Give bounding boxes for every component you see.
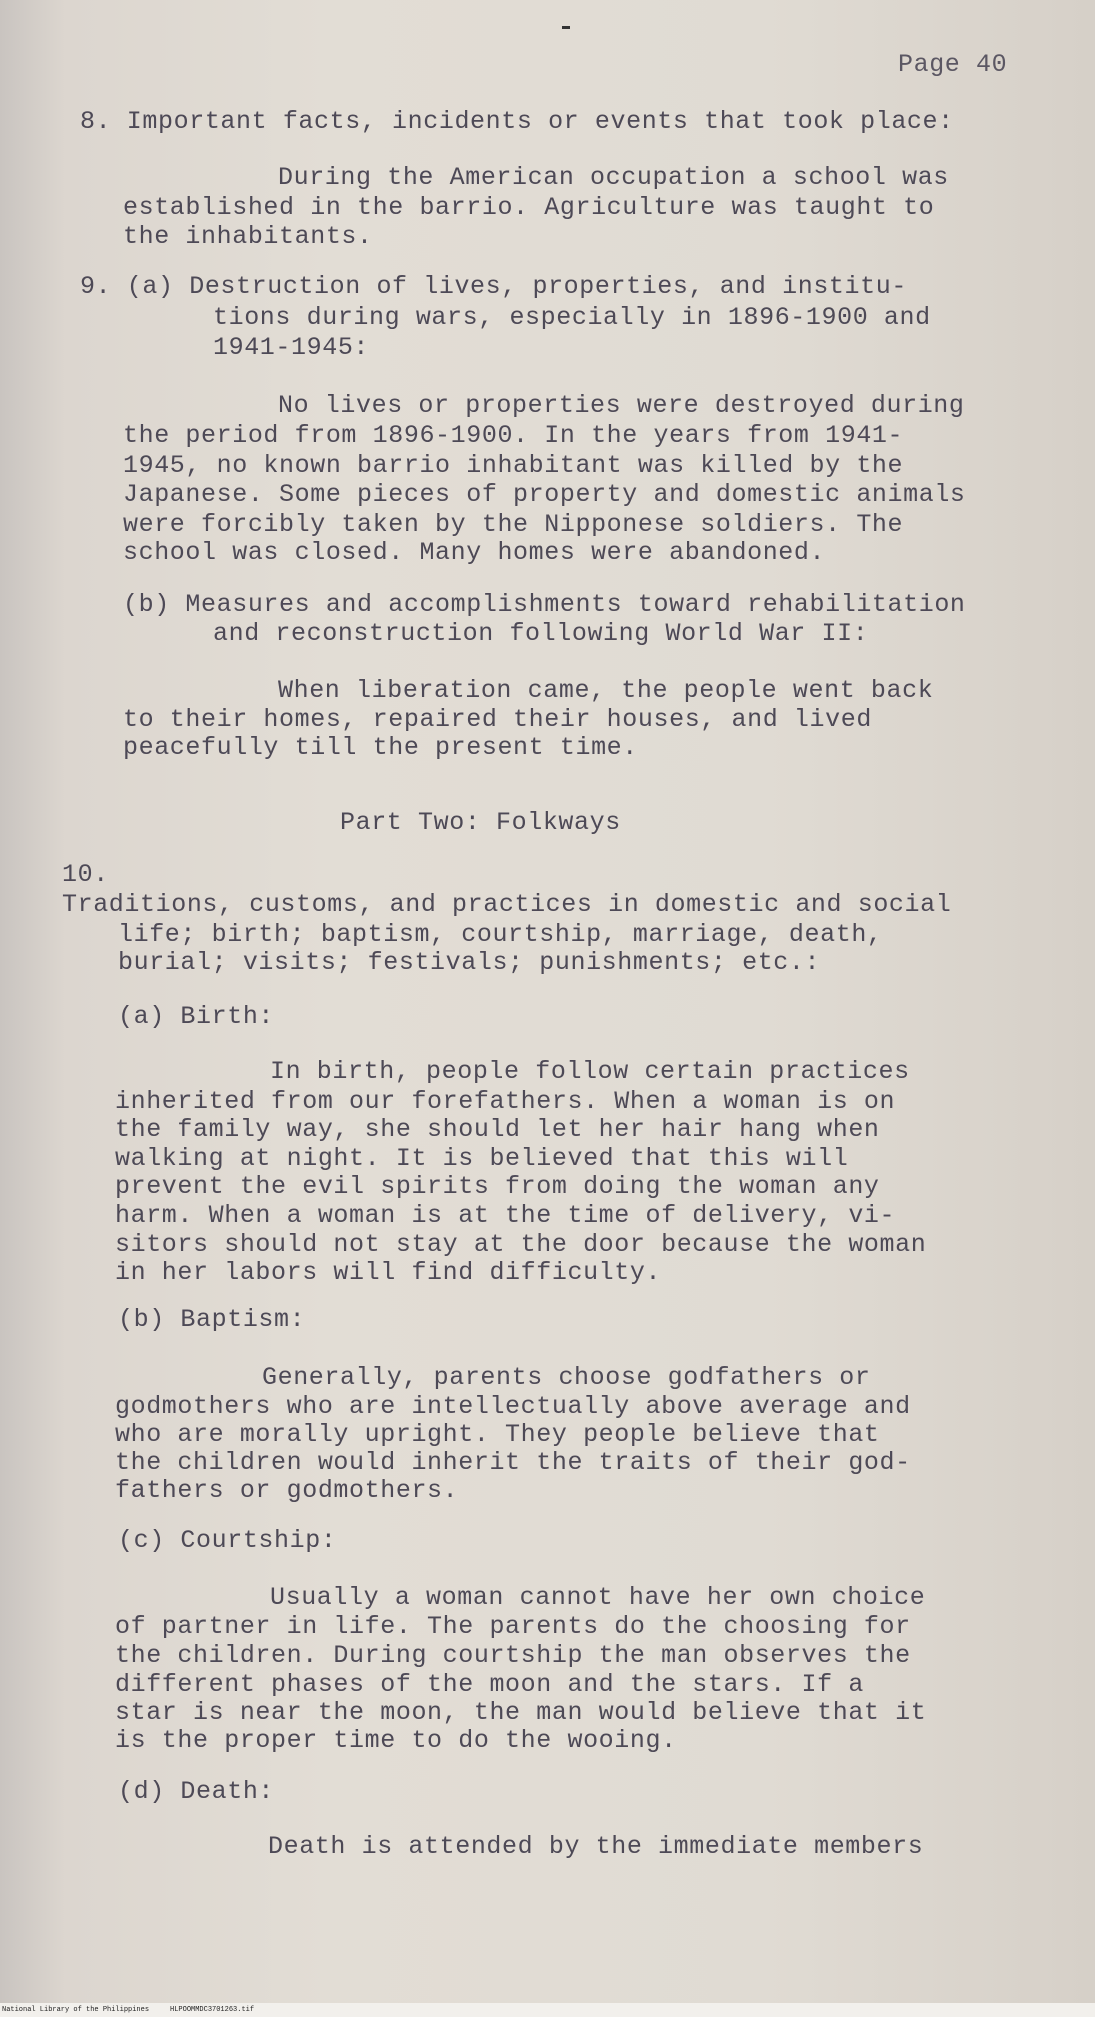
item-9a-line: the period from 1896-1900. In the years from 1941- [123,421,904,450]
item-8-line: the inhabitants. [123,222,373,251]
item-9a-heading: 9. (a) Destruction of lives, properties, and institu- [80,272,907,301]
birth-heading: (a) Birth: [118,1002,275,1031]
birth-line: the family way, she should let her hair hang when [115,1115,880,1144]
ink-mark [562,26,570,29]
birth-line: walking at night. It is believed that this will [115,1144,849,1173]
scan-footer: National Library of the Philippines HLPOOMMDC3701263.tif [0,2003,1095,2017]
courtship-line: is the proper time to do the wooing. [115,1726,677,1755]
item-9a-line: No lives or properties were destroyed during [278,391,965,420]
item-9b-heading: (b) Measures and accomplishments toward rehabilitation [123,590,966,619]
baptism-line: fathers or godmothers. [115,1476,459,1505]
item-8-heading: 8. Important facts, incidents or events that took place: [80,107,954,136]
birth-line: sitors should not stay at the door because the woman [115,1230,927,1259]
item-9a-line: 1945, no known barrio inhabitant was killed by the [123,451,904,480]
page-number: Page 40 [898,50,1008,79]
item-9a-line: were forcibly taken by the Nipponese soldiers. The [123,510,904,539]
item-10-number: 10. [62,860,109,889]
birth-line: in her labors will find difficulty. [115,1258,662,1287]
courtship-line: star is near the moon, the man would believe that it [115,1698,927,1727]
courtship-line: Usually a woman cannot have her own choice [270,1583,926,1612]
baptism-line: Generally, parents choose godfathers or [262,1363,871,1392]
item-9a-line: Japanese. Some pieces of property and domestic animals [123,480,966,509]
baptism-heading: (b) Baptism: [118,1305,306,1334]
courtship-line: different phases of the moon and the stars. If a [115,1670,864,1699]
item-9b-heading: and reconstruction following World War II: [213,619,869,648]
part-two-title: Part Two: Folkways [340,808,621,837]
item-9b-line: to their homes, repaired their houses, and lived [123,705,872,734]
item-8-line: During the American occupation a school was [278,163,949,192]
item-8-line: established in the barrio. Agriculture was taught to [123,193,935,222]
birth-line: inherited from our forefathers. When a woman is on [115,1087,896,1116]
death-line: Death is attended by the immediate members [268,1832,924,1861]
item-9a-heading: tions during wars, especially in 1896-1900 and [213,303,931,332]
item-9b-line: peacefully till the present time. [123,733,638,762]
courtship-line: the children. During courtship the man observes the [115,1641,911,1670]
item-10-heading: life; birth; baptism, courtship, marriage, death, [118,920,883,949]
item-9b-line: When liberation came, the people went back [278,676,934,705]
baptism-line: the children would inherit the traits of their god- [115,1448,911,1477]
courtship-line: of partner in life. The parents do the choosing for [115,1612,911,1641]
baptism-line: godmothers who are intellectually above average and [115,1392,911,1421]
item-10-heading: Traditions, customs, and practices in domestic and social [62,890,952,919]
death-heading: (d) Death: [118,1777,275,1806]
item-9a-line: school was closed. Many homes were abandoned. [123,538,826,567]
birth-line: harm. When a woman is at the time of delivery, vi- [115,1201,896,1230]
item-9a-heading: 1941-1945: [213,333,370,362]
birth-line: prevent the evil spirits from doing the woman any [115,1172,880,1201]
item-10-heading: burial; visits; festivals; punishments; etc.: [118,948,821,977]
baptism-line: who are morally upright. They people believe that [115,1420,880,1449]
birth-line: In birth, people follow certain practices [270,1057,910,1086]
courtship-heading: (c) Courtship: [118,1526,337,1555]
